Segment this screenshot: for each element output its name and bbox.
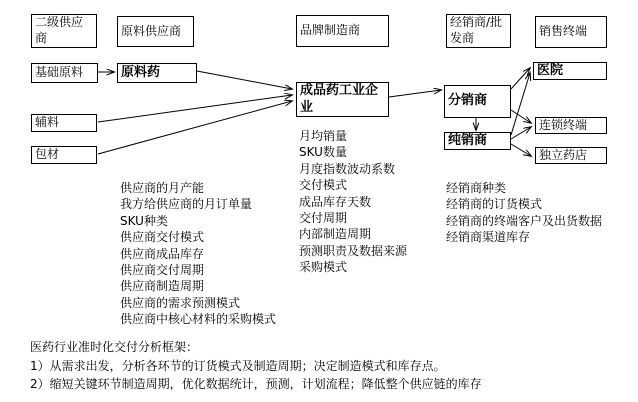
framework-title: 医药行业准时化交付分析框架：	[30, 340, 199, 354]
node-distribution-dealer: 分销商	[444, 85, 511, 118]
list-item: SKU种类	[120, 213, 168, 228]
distributor-metrics-list	[446, 180, 602, 246]
list-item: 经销商的终端客户及出货数据	[446, 213, 603, 228]
node-hospital: 医院	[533, 62, 607, 80]
list-item: 供应商中核心材料的采购模式	[120, 312, 277, 327]
node-pure-sales-dealer: 纯销商	[444, 132, 511, 150]
node-base-raw-material: 基础原料	[31, 63, 98, 83]
list-item: 我方给供应商的月订单量	[120, 197, 253, 212]
list-item: 成品库存天数	[299, 194, 372, 209]
list-item: 月度指数波动系数	[299, 161, 396, 176]
list-item: 预测职责及数据来源	[299, 243, 408, 258]
node-independent-pharmacy: 独立药店	[535, 147, 607, 164]
list-item: SKU数量	[299, 145, 347, 160]
arrow-excipients-to-finished	[98, 95, 292, 122]
arrow-distribution-to-chain	[511, 110, 531, 123]
framework-notes	[30, 338, 482, 394]
list-item: 采购模式	[299, 260, 348, 275]
header-sales-terminal: 销售终端	[535, 16, 607, 48]
header-tier2-supplier: 二级供应商	[31, 14, 97, 48]
supplier-metrics-list	[120, 180, 276, 328]
node-excipients: 辅料	[31, 114, 97, 132]
arrow-packaging-to-finished	[98, 101, 292, 154]
manufacturer-metrics-list	[299, 128, 407, 276]
list-item: 经销商的订货模式	[446, 197, 543, 212]
node-finished-drug-enterprise: 成品药工业企业	[296, 82, 389, 117]
list-item: 供应商的月产能	[120, 181, 205, 195]
header-distributor-wholesaler: 经销商/批发商	[446, 14, 511, 48]
arrow-pure-to-hospital	[511, 73, 530, 135]
list-item: 供应商交付模式	[120, 230, 205, 245]
list-item: 月均销量	[299, 129, 348, 143]
framework-point-1: 1）从需求出发，分析各环节的订货模式及制造周期；决定制造模式和库存点。	[30, 358, 446, 373]
node-chain-terminal: 连锁终端	[535, 117, 607, 134]
list-item: 供应商的需求预测模式	[120, 295, 241, 310]
list-item: 供应商交付周期	[120, 262, 205, 277]
arrow-distribution-to-hospital	[511, 68, 530, 89]
arrow-api-to-finished	[197, 71, 292, 89]
framework-point-2: 2）缩短关键环节制造周期，优化数据统计，预测，计划流程；降低整个供应链的库存	[30, 377, 482, 391]
list-item: 经销商种类	[446, 181, 507, 195]
list-item: 交付模式	[299, 178, 348, 193]
list-item: 供应商制造周期	[120, 279, 205, 294]
node-packaging: 包材	[31, 146, 97, 164]
list-item: 交付周期	[299, 210, 348, 225]
header-brand-manufacturer: 品牌制造商	[296, 15, 389, 47]
list-item: 供应商成品库存	[120, 246, 205, 261]
arrow-pure-to-chain	[511, 127, 531, 139]
list-item: 内部制造周期	[299, 227, 372, 242]
list-item: 经销商渠道库存	[446, 230, 531, 245]
header-raw-material-supplier: 原料供应商	[117, 16, 194, 47]
arrow-pure-to-independent	[511, 144, 531, 156]
node-api: 原料药	[117, 63, 197, 83]
arrow-finished-to-distribution	[389, 90, 441, 97]
